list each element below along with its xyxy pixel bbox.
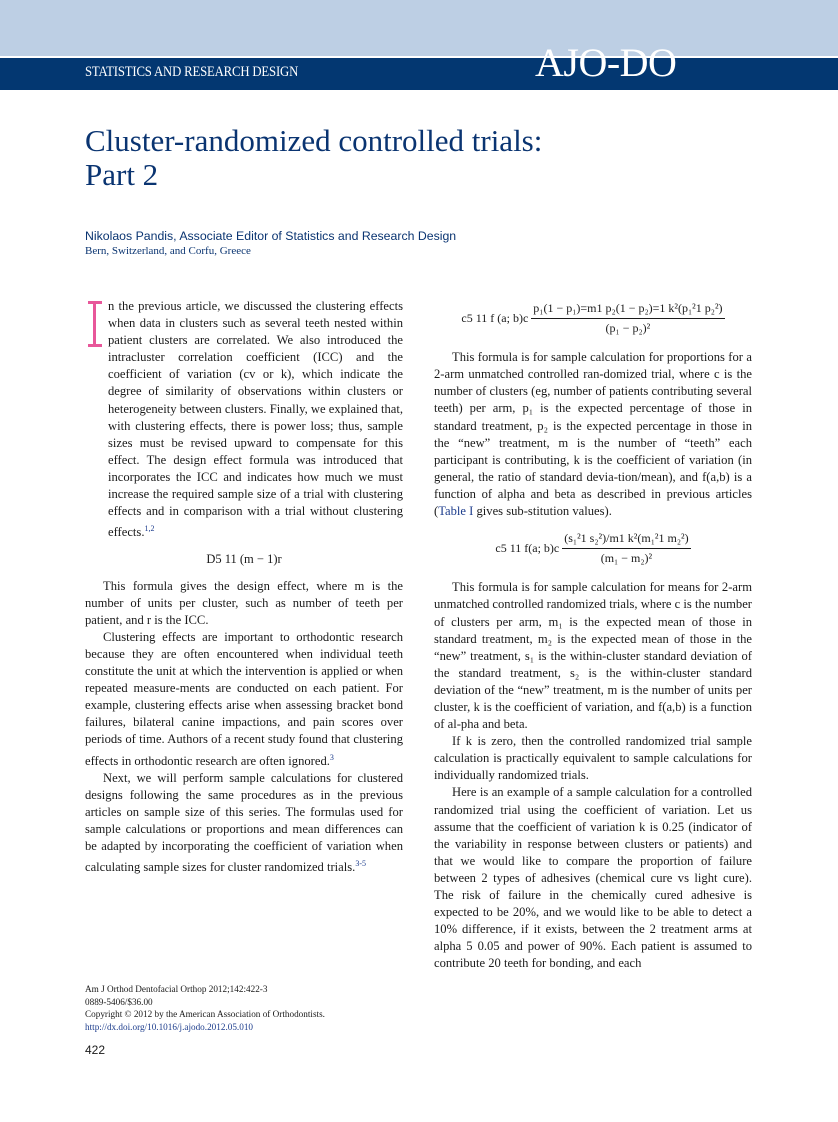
affiliation: Bern, Switzerland, and Corfu, Greece bbox=[85, 245, 251, 257]
section-label: STATISTICS AND RESEARCH DESIGN bbox=[85, 64, 299, 80]
equation-fraction bbox=[531, 300, 724, 337]
header-band bbox=[0, 0, 838, 56]
right-column bbox=[434, 298, 752, 972]
paragraph-text: This formula is for sample calculation for proportions for a 2-arm unmatched controlled ran-domized trial, where c is the number of clusters (eg, number of patients contributing several teeth) per arm, p₁ is the expected percentage of those in standard treatment, p₂ is the expected percentage in those in the “new” treatment, m is the number of “teeth” each participant is contributing, k is the coefficient of variation (in general, the ratio of standard devia-tion/mean), and f(a,b) is a function of alpha and beta as described in previous articles ( bbox=[434, 350, 752, 519]
author-line: Nikolaos Pandis, Associate Editor of Statistics and Research Design bbox=[85, 229, 457, 243]
paragraph: This formula gives the design effect, where m is the number of units per cluster, such as number of teeth per patient, and r is the ICC. bbox=[85, 578, 403, 627]
means-equation bbox=[434, 530, 752, 567]
copyright: Copyright © 2012 by the American Association of Orthodontists. bbox=[85, 1009, 325, 1020]
equation-denominator: (p₁ − p₂)² bbox=[605, 321, 651, 336]
equation-lhs: c5 11 f(a; b)c bbox=[495, 541, 560, 556]
equation-numerator: (s₁²1 s₂²)/m1 k²(m₁²1 m₂²) bbox=[562, 530, 690, 549]
reference-link[interactable]: 3 bbox=[329, 752, 334, 762]
equation-numerator: p₁(1 − p₁)=m1 p₂(1 − p₂)=1 k²(p₁²1 p₂²) bbox=[531, 300, 724, 319]
title-line-1: Cluster-randomized controlled trials: bbox=[85, 123, 543, 158]
paragraph bbox=[85, 770, 403, 877]
equation-denominator: (m₁ − m₂)² bbox=[600, 551, 653, 566]
reference-link[interactable]: 1,2 bbox=[144, 524, 155, 534]
reference-link[interactable]: 3-5 bbox=[355, 859, 366, 869]
intro-text: n the previous article, we discussed the clustering effects when data in clusters such as several teeth nested within patient clusters are correlated. We also introduced the intracluster correlation coefficient (ICC) and the coefficient of variation (cv or k), which indicate the degree of similarity of observations within clusters or heterogeneity between clusters. Finally, we explained that, with clustering effects, there is power loss; thus, sample sizes must be revised upward to compensate for this effect. The design effect formula was introduced that incorporates the ICC and indicates how much we must increase the required sample size of a trial with clustering effects and in comparison with a trial without clustering effects. bbox=[108, 299, 403, 540]
paragraph-text: Next, we will perform sample calculations for clustered designs following the same procedures as in the previous articles on sample size of this series. The formulas used for sample calculations or proportions and mean differences can be adapted by incorporating the coefficient of variation when calculating sample sizes for cluster randomized trials. bbox=[85, 770, 403, 875]
paragraph-text: gives sub-stitution values). bbox=[473, 504, 612, 519]
equation-fraction bbox=[562, 530, 690, 567]
paragraph-text: Clustering effects are important to orthodontic research because they are often encountered when individual teeth constitute the unit at which the intervention is applied or when repeated measure-ments are conducted on each patient. For example, clustering effects arise when assessing bracket bond failures, bilateral canine impactions, and pain scores over periods of time. Authors of a recent study found that clustering effects in orthodontic research are often ignored. bbox=[85, 629, 403, 768]
paragraph: Here is an example of a sample calculation for a controlled randomized trial using the coefficient of variation. Let us assume that the coefficient of variation k is 0.25 (indicator of the variability in response between clusters or patients) and that we would like to compare the proportion of failure between 2 types of adhesives (chemical cure vs light cure). The risk of failure in the chemically cured adhesive is expected to be 20%, and we would like to be able to detect a 10% difference, if it exists, between the 2 treatment arms at alpha 5 0.05 and power of 90%. Each patient is assumed to contribute 20 teeth for bonding, and each bbox=[434, 785, 752, 971]
dropcap-i-icon bbox=[93, 301, 96, 347]
table-link[interactable]: Table I bbox=[438, 504, 474, 519]
journal-logo: AJO-DO bbox=[535, 40, 677, 85]
intro-paragraph bbox=[85, 298, 403, 542]
design-effect-equation: D5 11 (m − 1)r bbox=[206, 551, 282, 566]
proportions-equation bbox=[434, 300, 752, 337]
footnote bbox=[85, 983, 325, 1033]
paragraph: This formula is for sample calculation for means for 2-arm unmatched controlled randomized trials, where c is the number of clusters per arm, m₁ is the expected mean of those in standard treatment, m₂ is the expected mean of those in the “new” treatment, s₁ is the within-cluster standard deviation of the standard treatment, s₂ is the within-cluster standard deviation of the “new” treatment, m is the number of units per cluster, k is the coefficient of variation, and f(a,b) is a function of al-pha and beta. bbox=[434, 580, 752, 732]
paragraph bbox=[434, 349, 752, 520]
doi-link[interactable]: http://dx.doi.org/10.1016/j.ajodo.2012.05.010 bbox=[85, 1021, 254, 1032]
title-line-2: Part 2 bbox=[85, 157, 159, 192]
paragraph bbox=[85, 629, 403, 770]
left-column bbox=[85, 298, 403, 877]
citation: Am J Orthod Dentofacial Orthop 2012;142:422-3 bbox=[85, 984, 268, 994]
article-title bbox=[85, 124, 542, 192]
equation-lhs: c5 11 f (a; b)c bbox=[461, 311, 529, 326]
page-number: 422 bbox=[85, 1043, 106, 1057]
paragraph: If k is zero, then the controlled randomized trial sample calculation is practically equivalent to sample calculations for individually randomized trials. bbox=[434, 734, 752, 783]
issn: 0889-5406/$36.00 bbox=[85, 996, 153, 1007]
